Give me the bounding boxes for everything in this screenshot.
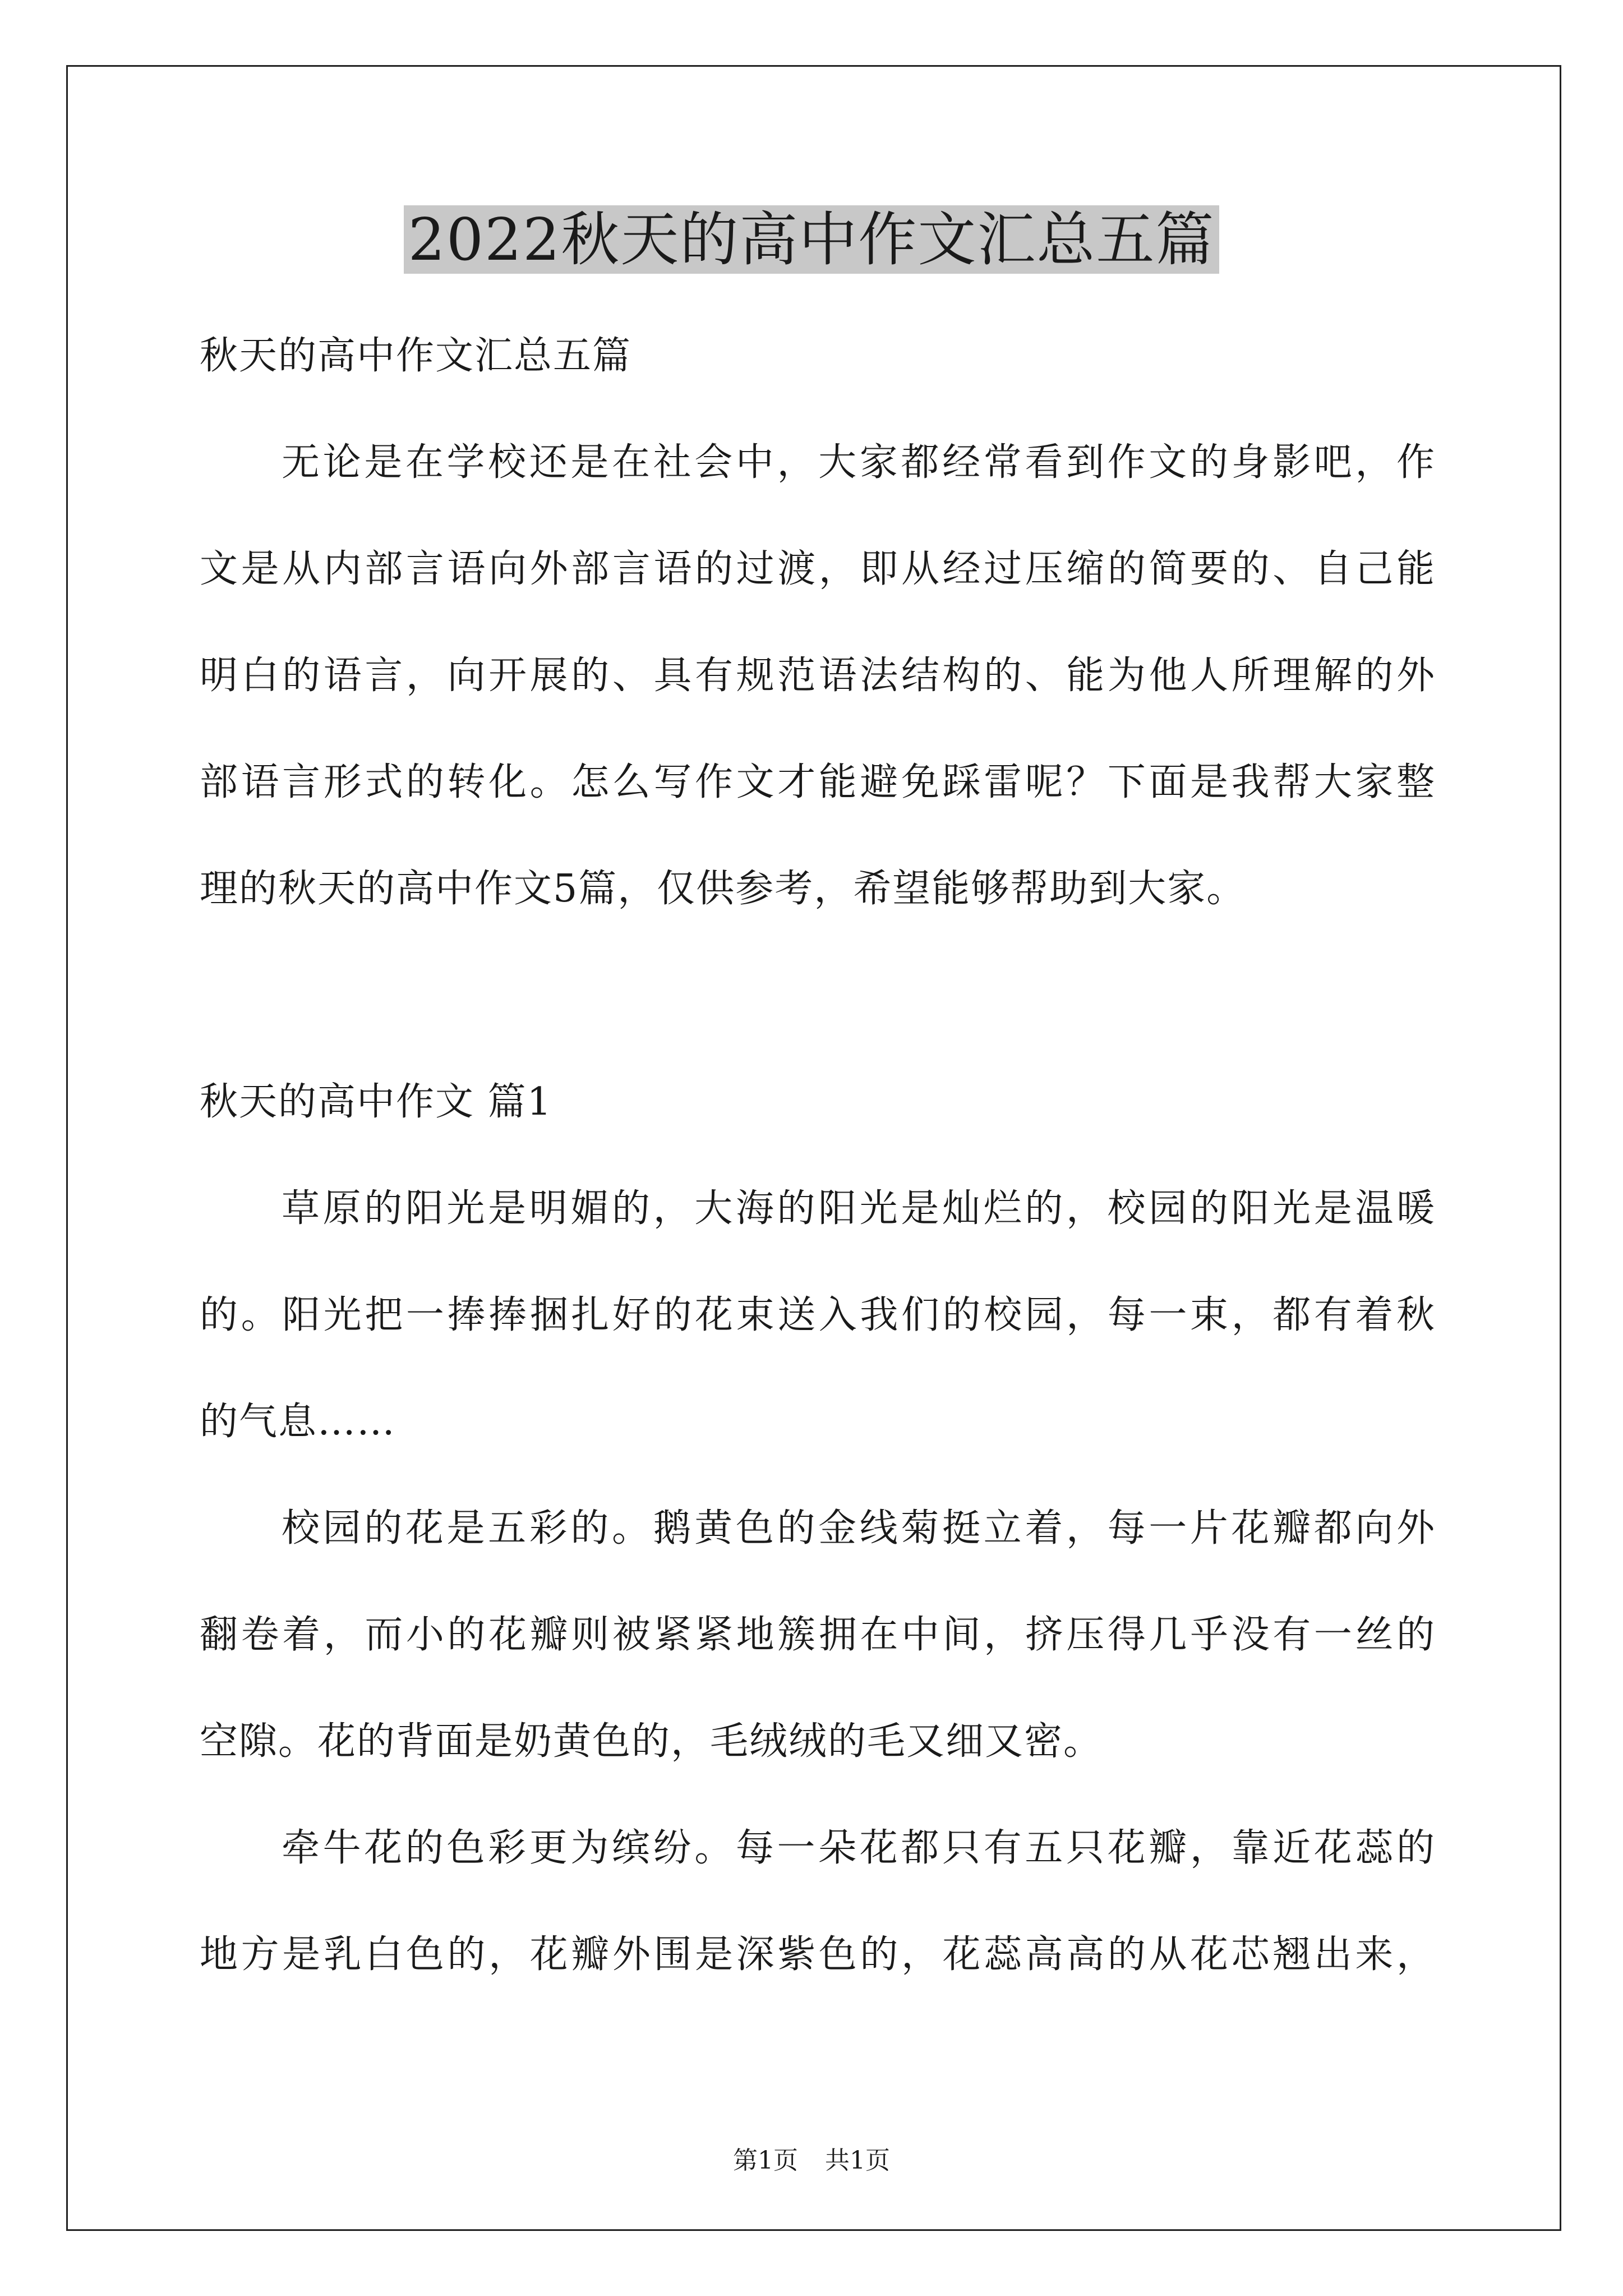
- body-line: 牵牛花的色彩更为缤纷。每一朵花都只有五只花瓣，靠近花蕊的: [282, 1826, 1436, 1870]
- section-heading: 秋天的高中作文 篇1: [200, 1080, 552, 1124]
- body-line: 翻卷着，而小的花瓣则被紧紧地簇拥在中间，挤压得几乎没有一丝的: [200, 1613, 1436, 1657]
- paragraph-gap: [200, 942, 1436, 1049]
- page-total: 共1页: [825, 2146, 890, 2175]
- page-footer: [0, 2144, 1623, 2178]
- body-line: 草原的阳光是明媚的，大海的阳光是灿烂的，校园的阳光是温暖: [282, 1186, 1436, 1231]
- body-line: 的气息……: [200, 1400, 396, 1444]
- body-line: 无论是在学校还是在社会中，大家都经常看到作文的身影吧，作: [282, 440, 1436, 485]
- body-line: 理的秋天的高中作文5篇，仅供参考，希望能够帮助到大家。: [200, 867, 1246, 911]
- document-title-text: 2022秋天的高中作文汇总五篇: [404, 205, 1220, 274]
- page-number: 第1页: [733, 2146, 798, 2175]
- body-line: 校园的花是五彩的。鹅黄色的金线菊挺立着，每一片花瓣都向外: [282, 1506, 1436, 1550]
- subtitle-line: 秋天的高中作文汇总五篇: [200, 334, 632, 378]
- body-line: 地方是乳白色的，花瓣外围是深紫色的，花蕊高高的从花芯翘出来，: [200, 1932, 1436, 1977]
- document-body: [200, 303, 1436, 2008]
- body-line: 空隙。花的背面是奶黄色的，毛绒绒的毛又细又密。: [200, 1719, 1103, 1764]
- body-line: 文是从内部言语向外部言语的过渡，即从经过压缩的简要的、自己能: [200, 547, 1436, 591]
- document-title: [0, 203, 1623, 276]
- body-line: 部语言形式的转化。怎么写作文才能避免踩雷呢？下面是我帮大家整: [200, 760, 1436, 804]
- body-line: 明白的语言，向开展的、具有规范语法结构的、能为他人所理解的外: [200, 654, 1436, 698]
- body-line: 的。阳光把一捧捧捆扎好的花束送入我们的校园，每一束，都有着秋: [200, 1293, 1436, 1337]
